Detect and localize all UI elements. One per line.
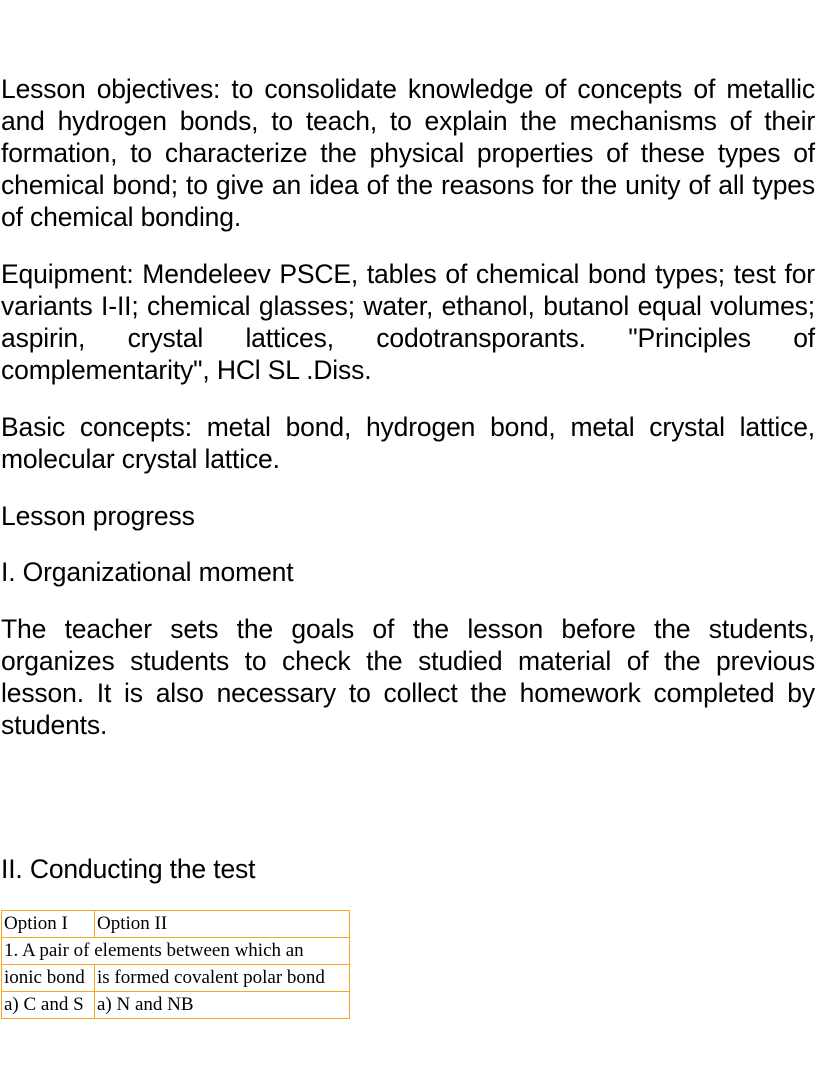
test-options-table bbox=[1, 910, 350, 1019]
table-row bbox=[2, 938, 350, 965]
option-one-header: Option I bbox=[2, 911, 95, 938]
question-cell: 1. A pair of elements between which an bbox=[2, 938, 350, 965]
table-row bbox=[2, 965, 350, 992]
table-row bbox=[2, 911, 350, 938]
lesson-objectives-paragraph: Lesson objectives: to consolidate knowledge of concepts of metallic and hydrogen bonds, to teach, to explain the mechanisms of their formation, to characterize the physical properties of these types of chemical bond; to give an idea of the reasons for the unity of all types of chemical bonding. bbox=[1, 74, 815, 232]
lesson-progress-heading: Lesson progress bbox=[1, 501, 195, 531]
teacher-goals-paragraph: The teacher sets the goals of the lesson before the students, organizes students to check the studied material of the previous lesson. It is also necessary to collect the homework completed by students. bbox=[1, 614, 815, 740]
equipment-paragraph: Equipment: Mendeleev PSCE, tables of chemical bond types; test for variants I-II; chemical glasses; water, ethanol, butanol equal volumes; aspirin, crystal lattices, codotransporants. "Principles of complementarity", HCl SL .Diss. bbox=[1, 259, 815, 385]
option-two-header: Option II bbox=[95, 911, 350, 938]
bond-cell-option-two: is formed covalent polar bond bbox=[95, 965, 350, 992]
organizational-moment-heading: I. Organizational moment bbox=[1, 557, 294, 587]
answer-cell-option-two: a) N and NB bbox=[95, 992, 350, 1019]
conducting-test-heading: II. Conducting the test bbox=[1, 854, 256, 884]
basic-concepts-paragraph: Basic concepts: metal bond, hydrogen bond, metal crystal lattice, molecular crystal lattice. bbox=[1, 412, 815, 474]
answer-cell-option-one: a) C and S bbox=[2, 992, 95, 1019]
table-row bbox=[2, 992, 350, 1019]
bond-cell-option-one: ionic bond bbox=[2, 965, 95, 992]
